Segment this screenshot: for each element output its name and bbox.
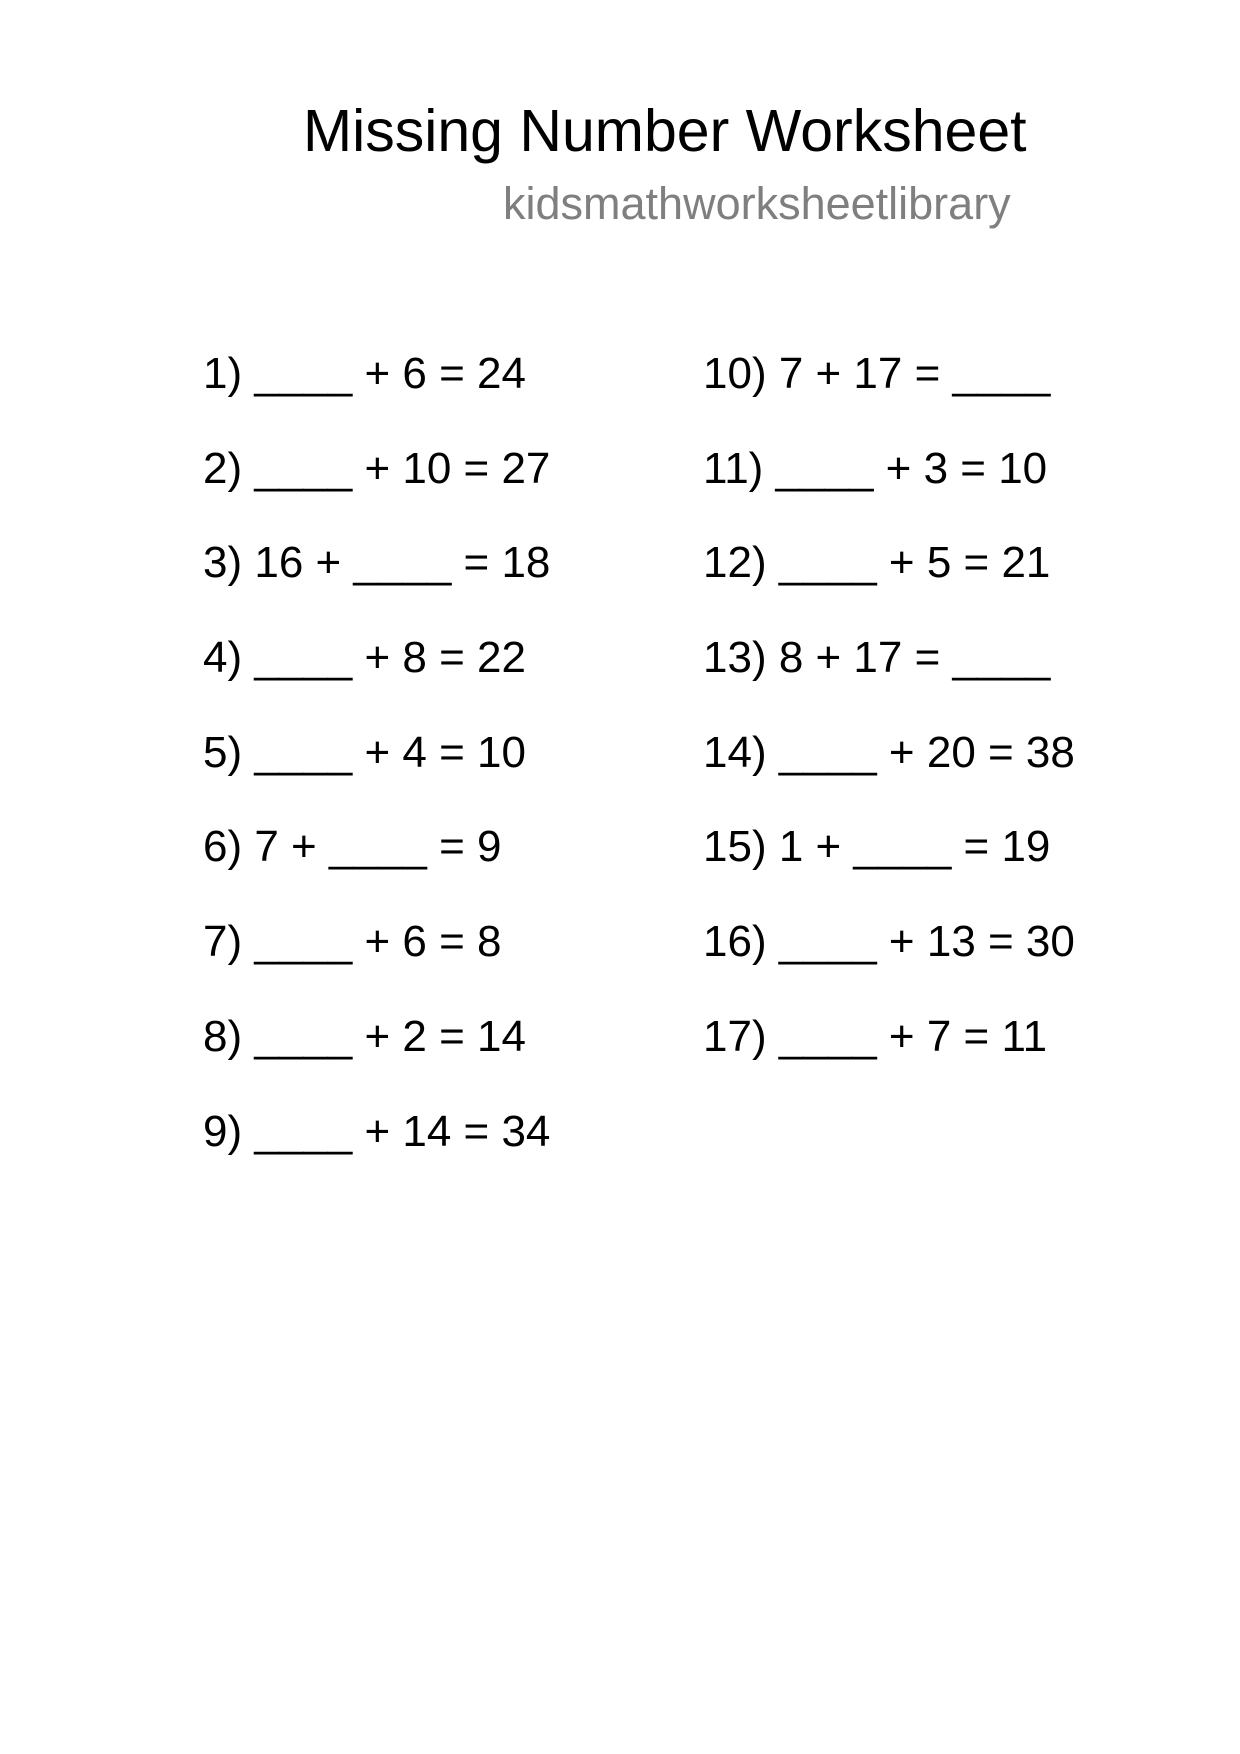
problem-4: 4) ____ + 8 = 22 bbox=[203, 633, 526, 683]
problem-1: 1) ____ + 6 = 24 bbox=[203, 349, 526, 398]
problem-7: 7) ____ + 6 = 8 bbox=[203, 917, 502, 967]
problem-column-right bbox=[703, 349, 1075, 1110]
problem-8: 8) ____ + 2 = 14 bbox=[203, 1011, 526, 1061]
problem-column-left bbox=[203, 349, 551, 1204]
problem-5: 5) ____ + 4 = 10 bbox=[203, 727, 526, 777]
problem-2: 2) ____ + 10 = 27 bbox=[203, 443, 551, 493]
problem-9: 9) ____ + 14 = 34 bbox=[203, 1106, 551, 1156]
problem-13: 13) 8 + 17 = ____ bbox=[703, 633, 1051, 683]
problem-12: 12) ____ + 5 = 21 bbox=[703, 538, 1051, 588]
problem-16: 16) ____ + 13 = 30 bbox=[703, 917, 1075, 967]
problem-11: 11) ____ + 3 = 10 bbox=[703, 443, 1048, 493]
problem-6: 6) 7 + ____ = 9 bbox=[203, 822, 502, 872]
problem-14: 14) ____ + 20 = 38 bbox=[703, 727, 1075, 777]
problem-10: 10) 7 + 17 = ____ bbox=[703, 349, 1051, 398]
page-title: Missing Number Worksheet bbox=[303, 98, 1027, 164]
problem-15: 15) 1 + ____ = 19 bbox=[703, 822, 1051, 872]
page-subtitle: kidsmathworksheetlibrary bbox=[503, 178, 1011, 229]
problem-3: 3) 16 + ____ = 18 bbox=[203, 538, 551, 588]
problem-17: 17) ____ + 7 = 11 bbox=[703, 1011, 1048, 1061]
